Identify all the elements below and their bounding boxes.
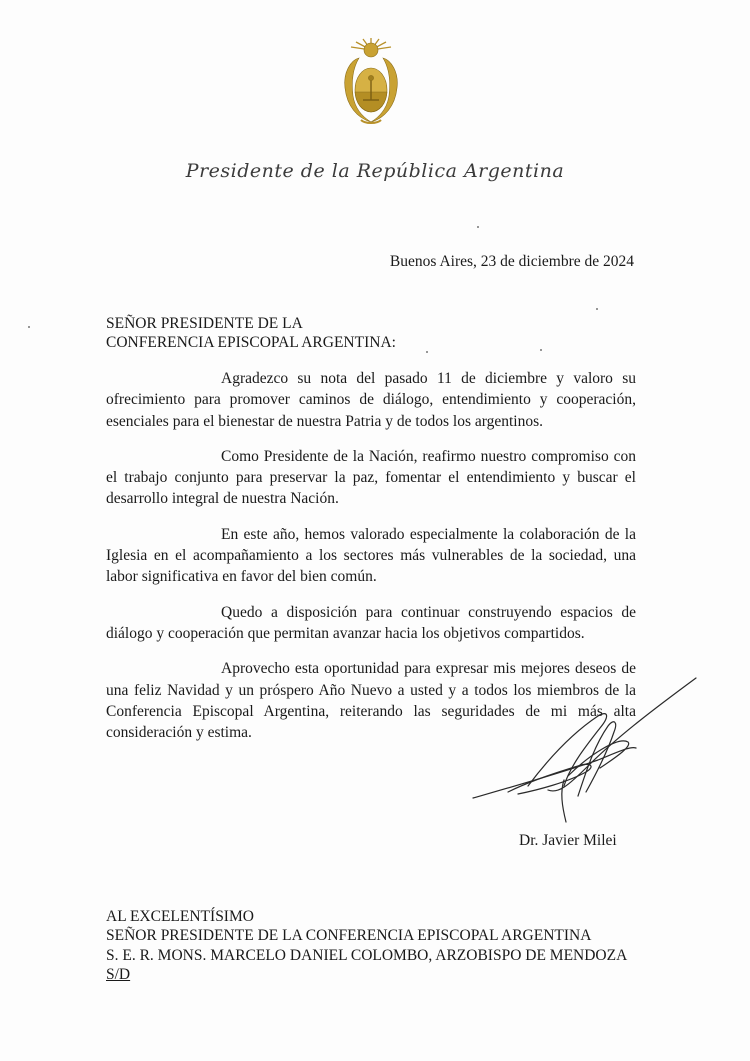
body-paragraph: En este año, hemos valorado especialmente la colaboración de la Iglesia en el acompañamiento a los sectores más vulnerables de la sociedad, una labor significativa en favor del bien común.: [106, 525, 636, 586]
body-paragraph: Quedo a disposición para continuar construyendo espacios de diálogo y cooperación que permitan avanzar hacia los objetivos compartidos.: [106, 603, 636, 642]
scan-speck: [28, 326, 30, 328]
coat-of-arms-emblem: [339, 36, 403, 128]
letterhead-title: Presidente de la República Argentina: [185, 160, 565, 182]
salutation: [106, 314, 396, 352]
body-paragraph: Como Presidente de la Nación, reafirmo nuestro compromiso con el trabajo conjunto para preservar la paz, fomentar el entendimiento y buscar el desarrollo integral de nuestra Nación.: [106, 447, 636, 508]
handwritten-signature: [468, 676, 698, 826]
salutation-line: SEÑOR PRESIDENTE DE LA: [106, 315, 303, 332]
letter-date: Buenos Aires, 23 de diciembre de 2024: [389, 253, 634, 270]
recipient-block: [106, 907, 627, 984]
recipient-line: AL EXCELENTÍSIMO: [106, 908, 254, 925]
salutation-line: CONFERENCIA EPISCOPAL ARGENTINA:: [106, 334, 396, 351]
signer-name: Dr. Javier Milei: [519, 832, 617, 849]
scan-speck: [426, 351, 428, 353]
scan-speck: [477, 226, 479, 228]
recipient-line: SEÑOR PRESIDENTE DE LA CONFERENCIA EPISCOPAL ARGENTINA: [106, 927, 592, 945]
body-paragraph: Aprovecho esta oportunidad para expresar mis mejores deseos de una feliz Navidad y un próspero Año Nuevo a usted y a todos los miembros de la Conferencia Episcopal Argentina, reiterando las seguridades de mi más alta consideración y estima.: [106, 660, 636, 742]
recipient-line-sd: S/D: [106, 965, 131, 983]
scan-speck: [596, 308, 598, 310]
scan-speck: [540, 349, 542, 351]
recipient-line: S. E. R. MONS. MARCELO DANIEL COLOMBO, ARZOBISPO DE MENDOZA: [106, 946, 628, 964]
body-paragraph: Agradezco su nota del pasado 11 de diciembre y valoro su ofrecimiento para promover caminos de diálogo, entendimiento y cooperación, esenciales para el bienestar de nuestra Patria y de todos los argentinos.: [106, 370, 636, 430]
